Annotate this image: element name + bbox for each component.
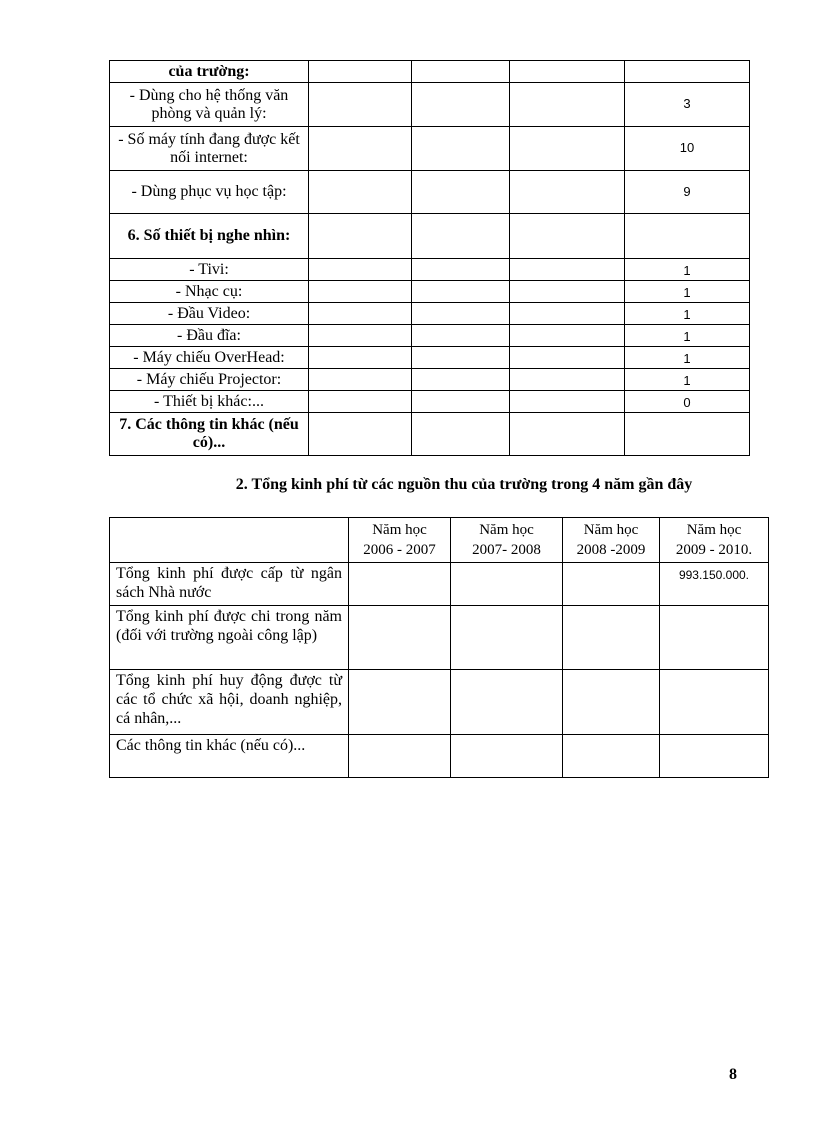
empty-cell [309,127,412,171]
empty-cell [309,214,412,259]
row-label: - Đầu Video: [110,303,309,325]
row-value: 1 [625,325,750,347]
cell-value [349,606,451,670]
empty-cell [412,303,510,325]
table-row [110,413,750,456]
row-value: 1 [625,347,750,369]
table-row [110,735,769,778]
table-row [110,369,750,391]
empty-cell [510,61,625,83]
empty-cell [412,61,510,83]
header-line1: Năm học [686,522,742,538]
row-label: 6. Số thiết bị nghe nhìn: [110,214,309,259]
empty-cell [412,214,510,259]
empty-cell [510,214,625,259]
cell-value [563,563,660,606]
empty-cell [412,325,510,347]
row-label: Tổng kinh phí được cấp từ ngân sách Nhà nước [110,563,349,606]
row-label: của trường: [110,61,309,83]
cell-value [563,606,660,670]
empty-cell [412,281,510,303]
table-row [110,171,750,214]
cell-value [660,735,769,778]
header-line2: 2006 - 2007 [363,542,436,558]
empty-cell [412,391,510,413]
row-value: 1 [625,369,750,391]
header-row [110,518,769,563]
empty-cell [309,303,412,325]
row-label: - Dùng cho hệ thống văn phòng và quản lý: [110,83,309,127]
empty-cell [510,281,625,303]
table-row [110,563,769,606]
row-value [625,214,750,259]
empty-cell [510,259,625,281]
empty-header-cell [110,518,349,563]
table-row [110,606,769,670]
table-row [110,670,769,735]
empty-cell [412,413,510,456]
row-label: - Máy chiếu Projector: [110,369,309,391]
section-title: 2. Tổng kinh phí từ các nguồn thu của trường trong 4 năm gần đây [235,476,693,493]
header-line2: 2009 - 2010. [675,542,753,558]
empty-cell [309,61,412,83]
cell-value [349,563,451,606]
header-line1: Năm học [372,522,427,538]
empty-cell [309,413,412,456]
empty-cell [309,259,412,281]
empty-cell [309,325,412,347]
row-value: 9 [625,171,750,214]
empty-cell [510,369,625,391]
row-label: 7. Các thông tin khác (nếu có)... [110,413,309,456]
empty-cell [412,171,510,214]
funding-table [109,517,769,778]
equipment-table [109,60,750,456]
table-row [110,259,750,281]
header-line1: Năm học [583,522,639,538]
table-row [110,325,750,347]
row-value: 10 [625,127,750,171]
cell-value [349,735,451,778]
table-row [110,214,750,259]
table-row [110,83,750,127]
cell-value [451,735,563,778]
cell-value [451,563,563,606]
column-header [451,518,563,563]
cell-value [563,670,660,735]
row-label: - Máy chiếu OverHead: [110,347,309,369]
cell-value [660,606,769,670]
table-row [110,303,750,325]
cell-value [563,735,660,778]
table-row [110,347,750,369]
column-header [349,518,451,563]
row-label: - Đầu đĩa: [110,325,309,347]
row-label: - Thiết bị khác:... [110,391,309,413]
row-value [625,413,750,456]
table-row [110,391,750,413]
empty-cell [309,369,412,391]
empty-cell [412,127,510,171]
empty-cell [510,171,625,214]
cell-value: 993.150.000. [660,563,769,606]
empty-cell [510,127,625,171]
page-number: 8 [729,1066,737,1083]
row-value [625,61,750,83]
cell-value [660,670,769,735]
row-value: 1 [625,303,750,325]
column-header [563,518,660,563]
cell-value [451,670,563,735]
table-row [110,281,750,303]
cell-value [349,670,451,735]
empty-cell [309,281,412,303]
empty-cell [510,391,625,413]
empty-cell [309,171,412,214]
empty-cell [309,83,412,127]
empty-cell [510,83,625,127]
table-row [110,127,750,171]
row-value: 1 [625,259,750,281]
empty-cell [510,325,625,347]
empty-cell [309,391,412,413]
row-label: - Tivi: [110,259,309,281]
empty-cell [412,83,510,127]
column-header [660,518,769,563]
empty-cell [309,347,412,369]
empty-cell [412,347,510,369]
row-label: - Dùng phục vụ học tập: [110,171,309,214]
row-label: Tổng kinh phí huy động được từ các tổ chức xã hội, doanh nghiệp, cá nhân,... [110,670,349,735]
header-line2: 2008 -2009 [576,542,646,558]
row-label: Các thông tin khác (nếu có)... [110,735,349,778]
row-value: 3 [625,83,750,127]
cell-value [451,606,563,670]
empty-cell [510,303,625,325]
row-value: 1 [625,281,750,303]
table-row [110,61,750,83]
empty-cell [412,259,510,281]
empty-cell [510,413,625,456]
row-label: - Nhạc cụ: [110,281,309,303]
empty-cell [510,347,625,369]
row-value: 0 [625,391,750,413]
header-line2: 2007- 2008 [472,542,541,558]
row-label: Tổng kinh phí được chi trong năm (đối với trường ngoài công lập) [110,606,349,670]
header-line1: Năm học [479,522,534,538]
empty-cell [412,369,510,391]
row-label: - Số máy tính đang được kết nối internet: [110,127,309,171]
